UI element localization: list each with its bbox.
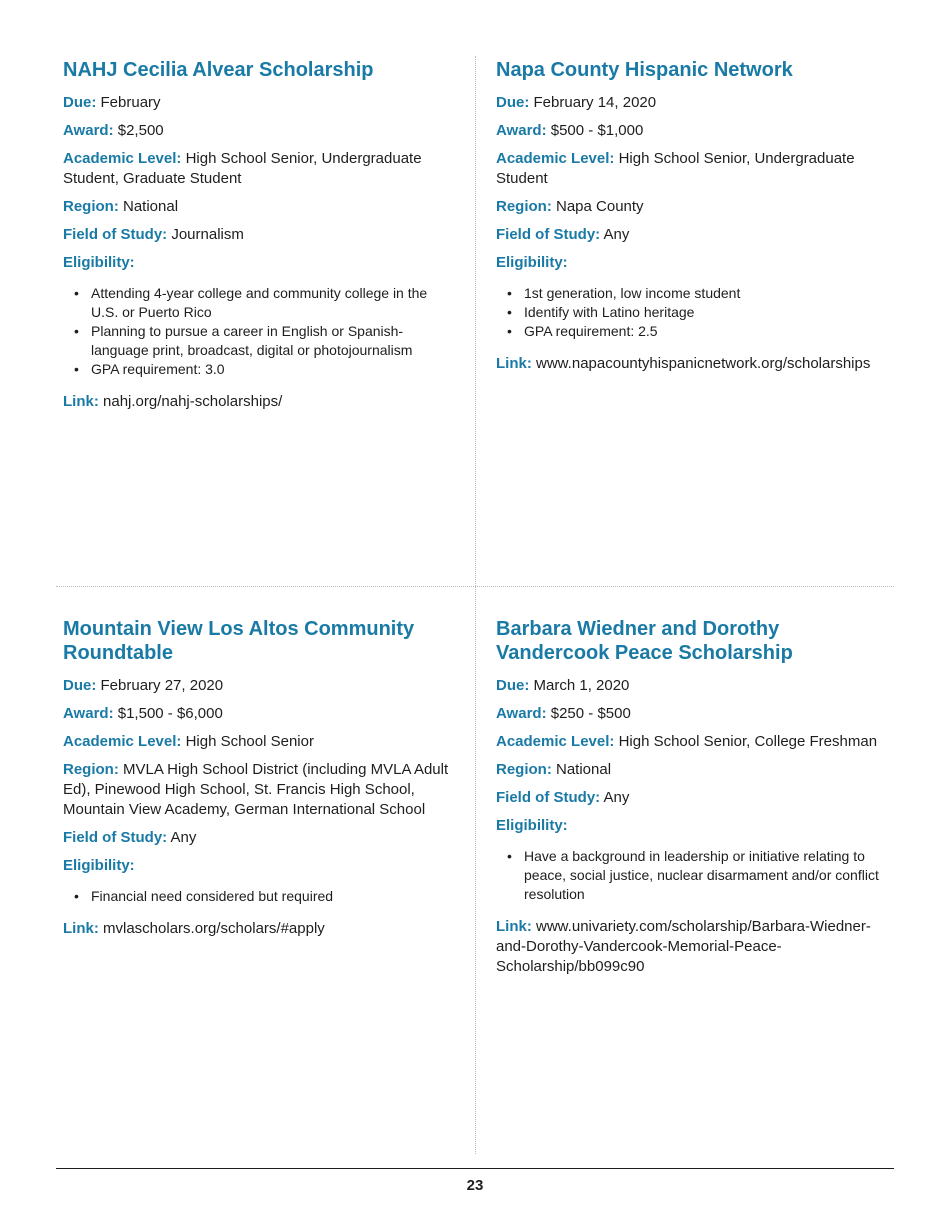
scholarship-card-peace (496, 617, 888, 985)
eligibility-heading: Eligibility: (496, 254, 568, 271)
academic-level-value: High School Senior, Undergraduate Student, Graduate Student (63, 150, 422, 187)
eligibility-item: • GPA requirement: 3.0 (91, 360, 455, 379)
scholarship-title: Napa County Hispanic Network (496, 59, 793, 81)
eligibility-item: • Attending 4-year college and community college in the U.S. or Puerto Rico (91, 284, 455, 322)
award-field (63, 121, 455, 141)
footer-rule (56, 1168, 894, 1169)
region-field (496, 760, 888, 780)
award-value: $250 - $500 (550, 705, 631, 722)
scholarship-title: Mountain View Los Altos Community Roundtable (63, 618, 415, 664)
region-value: National (123, 198, 179, 215)
link-label: Link: (496, 355, 532, 372)
award-label: Award: (63, 705, 114, 722)
link-label: Link: (63, 393, 99, 410)
academic-level-field (496, 149, 888, 189)
eligibility-heading: Eligibility: (63, 254, 135, 271)
page-number: 23 (466, 1177, 484, 1194)
field-of-study-value: Any (170, 829, 197, 846)
award-label: Award: (63, 122, 114, 139)
due-label: Due: (496, 677, 530, 694)
field-of-study-field (496, 225, 888, 245)
award-value: $2,500 (117, 122, 164, 139)
due-value: March 1, 2020 (533, 677, 630, 694)
field-of-study-field (63, 225, 455, 245)
due-field (63, 93, 455, 113)
field-of-study-label: Field of Study: (496, 226, 601, 243)
award-field (496, 121, 888, 141)
due-field (63, 676, 455, 696)
due-label: Due: (496, 94, 530, 111)
scholarship-title: NAHJ Cecilia Alvear Scholarship (63, 59, 374, 81)
field-of-study-label: Field of Study: (63, 226, 168, 243)
academic-level-value: High School Senior, Undergraduate Student (496, 150, 855, 187)
eligibility-item: • Identify with Latino heritage (524, 303, 888, 322)
academic-level-value: High School Senior (185, 733, 314, 750)
field-of-study-field (63, 828, 455, 848)
field-of-study-label: Field of Study: (63, 829, 168, 846)
due-value: February 27, 2020 (100, 677, 224, 694)
link-field (496, 917, 888, 977)
eligibility-heading: Eligibility: (496, 817, 568, 834)
field-of-study-value: Any (603, 226, 630, 243)
region-value: MVLA High School District (including MVLA Adult Ed), Pinewood High School, St. Francis High School, Mountain View Academy, German International School (63, 761, 449, 818)
academic-level-label: Academic Level: (496, 733, 615, 750)
academic-level-field (496, 732, 888, 752)
scholarship-link[interactable]: www.univariety.com/scholarship/Barbara-Wiedner-and-Dorothy-Vandercook-Memorial-Peace-Scholarship/bb099c90 (496, 918, 871, 975)
link-field (63, 392, 455, 412)
eligibility-item: • 1st generation, low income student (524, 284, 888, 303)
scholarship-link[interactable]: www.napacountyhispanicnetwork.org/scholarships (536, 355, 871, 372)
eligibility-list (496, 847, 888, 904)
link-field (496, 354, 888, 374)
eligibility-item: • Have a background in leadership or initiative relating to peace, social justice, nuclear disarmament and/or conflict resolution (524, 847, 888, 904)
horizontal-divider (56, 586, 894, 587)
eligibility-list (496, 284, 888, 341)
scholarship-link[interactable]: nahj.org/nahj-scholarships/ (103, 393, 283, 410)
region-value: Napa County (556, 198, 644, 215)
due-value: February (100, 94, 161, 111)
award-field (63, 704, 455, 724)
region-value: National (556, 761, 612, 778)
academic-level-label: Academic Level: (63, 733, 182, 750)
academic-level-field (63, 732, 455, 752)
due-field (496, 676, 888, 696)
eligibility-item: • GPA requirement: 2.5 (524, 322, 888, 341)
region-field (63, 197, 455, 217)
due-value: February 14, 2020 (533, 94, 657, 111)
region-field (496, 197, 888, 217)
scholarship-title: Barbara Wiedner and Dorothy Vandercook Peace Scholarship (496, 618, 793, 664)
award-value: $500 - $1,000 (550, 122, 644, 139)
region-label: Region: (496, 761, 552, 778)
academic-level-label: Academic Level: (496, 150, 615, 167)
eligibility-heading: Eligibility: (63, 857, 135, 874)
field-of-study-value: Journalism (171, 226, 244, 243)
region-label: Region: (63, 761, 119, 778)
award-label: Award: (496, 705, 547, 722)
link-label: Link: (496, 918, 532, 935)
award-field (496, 704, 888, 724)
field-of-study-value: Any (603, 789, 630, 806)
award-value: $1,500 - $6,000 (117, 705, 223, 722)
due-label: Due: (63, 94, 97, 111)
field-of-study-field (496, 788, 888, 808)
region-field (63, 760, 455, 820)
due-label: Due: (63, 677, 97, 694)
academic-level-value: High School Senior, College Freshman (618, 733, 878, 750)
academic-level-label: Academic Level: (63, 150, 182, 167)
academic-level-field (63, 149, 455, 189)
region-label: Region: (63, 198, 119, 215)
scholarship-card-mvla (63, 617, 455, 947)
region-label: Region: (496, 198, 552, 215)
eligibility-list (63, 284, 455, 379)
field-of-study-label: Field of Study: (496, 789, 601, 806)
vertical-divider (475, 56, 476, 1154)
eligibility-list (63, 887, 455, 906)
scholarship-link[interactable]: mvlascholars.org/scholars/#apply (103, 920, 325, 937)
eligibility-item: • Financial need considered but required (91, 887, 455, 906)
award-label: Award: (496, 122, 547, 139)
due-field (496, 93, 888, 113)
eligibility-item: • Planning to pursue a career in English or Spanish-language print, broadcast, digital or photojournalism (91, 322, 455, 360)
scholarship-card-nahj (63, 58, 455, 420)
scholarship-card-napa (496, 58, 888, 382)
link-label: Link: (63, 920, 99, 937)
link-field (63, 919, 455, 939)
